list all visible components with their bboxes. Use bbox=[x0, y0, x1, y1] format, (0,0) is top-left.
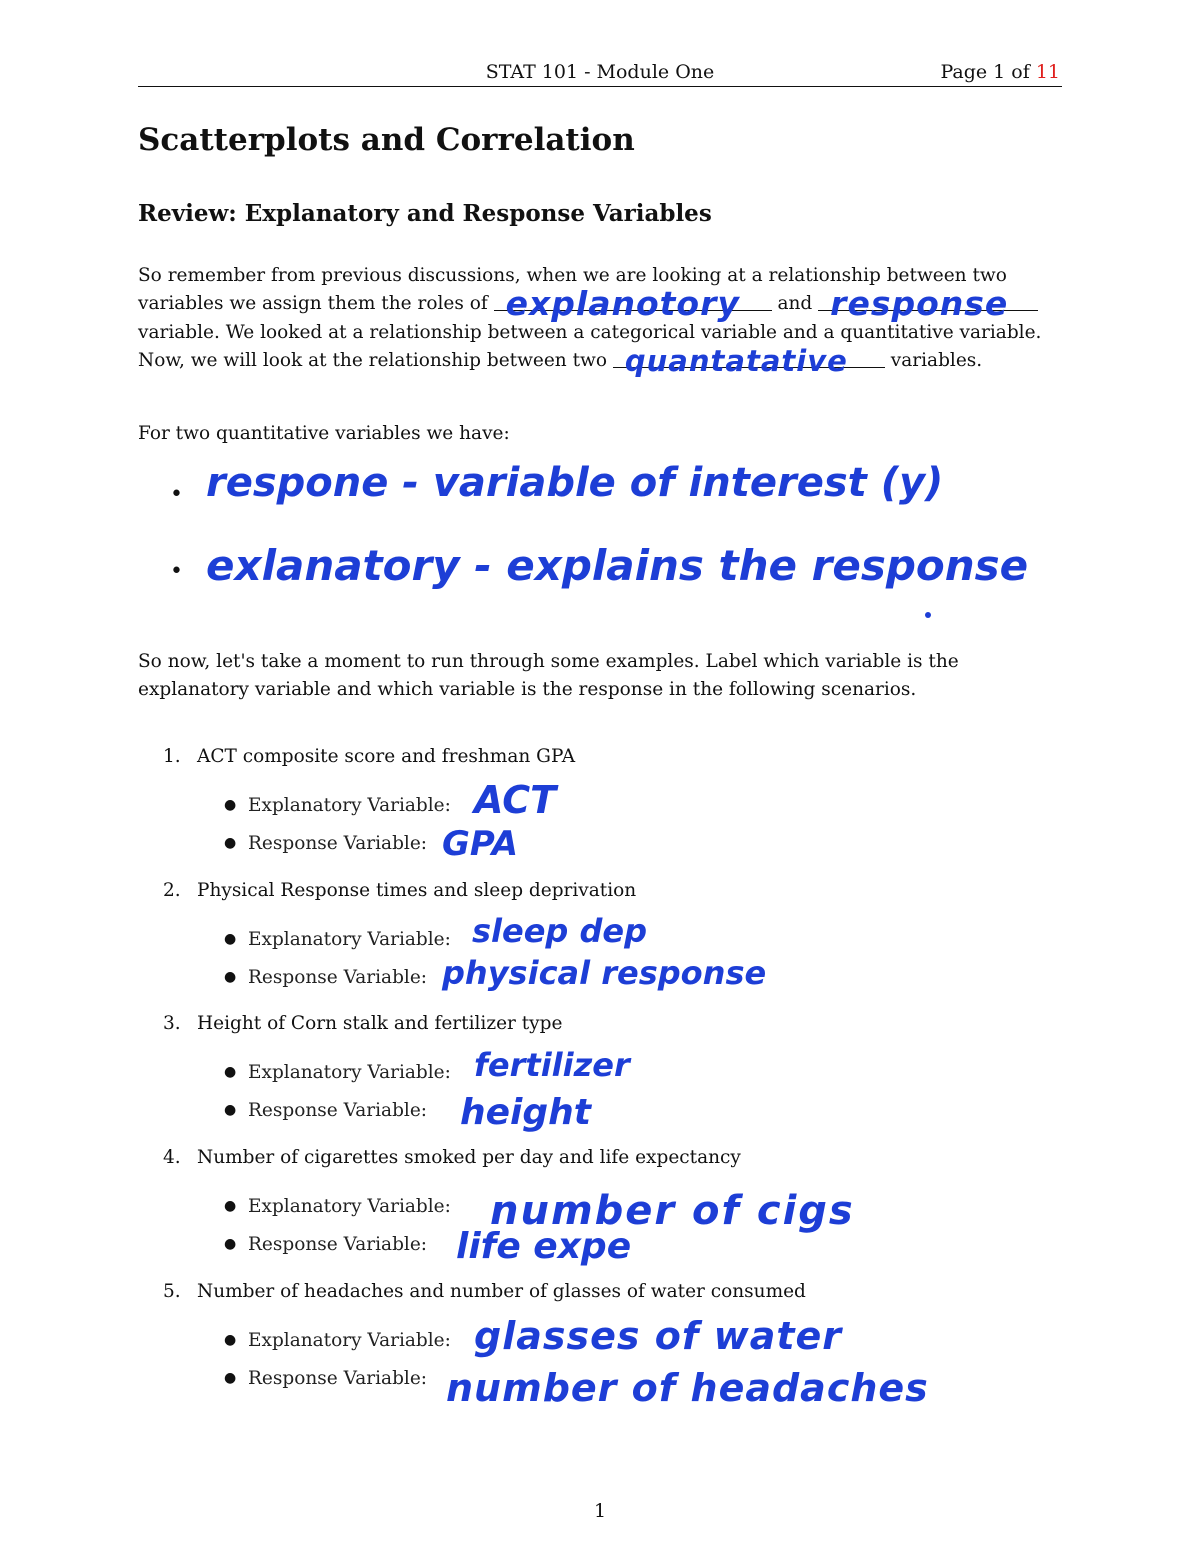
section-title: Scatterplots and Correlation bbox=[138, 122, 635, 158]
handwritten-note: respone - variable of interest (y) bbox=[206, 460, 944, 506]
explanatory-row-2 bbox=[224, 926, 451, 953]
scenario-5 bbox=[163, 1279, 806, 1305]
handwritten-answer: quantatative bbox=[624, 343, 848, 378]
scenario-text: Height of Corn stalk and fertilizer type bbox=[197, 1013, 563, 1034]
explanatory-label: Explanatory Variable: bbox=[248, 795, 451, 816]
response-row-5 bbox=[224, 1365, 427, 1392]
scenario-text: Number of headaches and number of glasses of water consumed bbox=[197, 1281, 806, 1302]
explanatory-row-1 bbox=[224, 792, 451, 819]
bullet-dot: • bbox=[170, 482, 183, 507]
scenario-2 bbox=[163, 878, 636, 904]
explanatory-answer-5: glasses of water bbox=[474, 1314, 843, 1358]
response-row-1 bbox=[224, 830, 427, 857]
fill-blank-2 bbox=[818, 284, 1038, 323]
explanatory-label: Explanatory Variable: bbox=[248, 1196, 451, 1217]
intro-text-2: variable. We looked at a relationship between a categorical variable and a quantitative variable. Now, we will look at the relationship between two bbox=[138, 321, 1042, 372]
bullet-dot: ● bbox=[224, 1198, 237, 1214]
handwritten-answer: explanotory bbox=[505, 284, 740, 323]
course-title: STAT 101 - Module One bbox=[485, 61, 715, 83]
page-indicator bbox=[940, 58, 1060, 86]
page-number-footer: 1 bbox=[593, 1500, 607, 1522]
response-row-4 bbox=[224, 1231, 427, 1258]
bullet-dot: ● bbox=[224, 797, 237, 813]
bullet-dot: ● bbox=[224, 1332, 237, 1348]
response-row-3 bbox=[224, 1097, 427, 1124]
response-answer-2: physical response bbox=[442, 954, 767, 992]
page-total: 11 bbox=[1035, 61, 1060, 83]
bullet-dot: ● bbox=[224, 1102, 237, 1118]
intro-text-3: variables. bbox=[890, 350, 983, 372]
explanatory-row-5 bbox=[224, 1327, 451, 1354]
explanatory-answer-1: ACT bbox=[474, 778, 557, 822]
bullet-dot: ● bbox=[224, 931, 237, 947]
scenario-number: 3. bbox=[163, 1013, 181, 1034]
bullet-dot: ● bbox=[224, 1370, 237, 1386]
response-label: Response Variable: bbox=[248, 1100, 428, 1121]
scenario-text: ACT composite score and freshman GPA bbox=[197, 746, 576, 767]
fill-blank-1 bbox=[494, 284, 772, 323]
bullet-dot: ● bbox=[224, 835, 237, 851]
explanatory-row-4 bbox=[224, 1193, 451, 1220]
scenario-number: 1. bbox=[163, 746, 181, 767]
page-prefix: Page 1 of bbox=[940, 61, 1030, 83]
scenario-number: 2. bbox=[163, 880, 181, 901]
explanatory-answer-4: number of cigs bbox=[490, 1188, 855, 1234]
scenario-text: Number of cigarettes smoked per day and life expectancy bbox=[197, 1147, 741, 1168]
ink-dot bbox=[925, 612, 931, 618]
bullet-dot: ● bbox=[224, 1064, 237, 1080]
response-row-2 bbox=[224, 964, 427, 991]
scenario-1 bbox=[163, 744, 575, 770]
bullet-dot: ● bbox=[224, 969, 237, 985]
scenario-text: Physical Response times and sleep deprivation bbox=[197, 880, 637, 901]
explanatory-label: Explanatory Variable: bbox=[248, 1330, 451, 1351]
handwritten-note: exlanatory - explains the response bbox=[206, 541, 1029, 590]
scenario-4 bbox=[163, 1145, 741, 1171]
response-label: Response Variable: bbox=[248, 967, 428, 988]
scenario-number: 5. bbox=[163, 1281, 181, 1302]
explanatory-row-3 bbox=[224, 1059, 451, 1086]
handwritten-answer: response bbox=[830, 284, 1009, 323]
response-label: Response Variable: bbox=[248, 1368, 428, 1389]
running-header bbox=[138, 56, 1062, 87]
explanatory-label: Explanatory Variable: bbox=[248, 929, 451, 950]
scenario-number: 4. bbox=[163, 1147, 181, 1168]
response-label: Response Variable: bbox=[248, 1234, 428, 1255]
response-answer-1: GPA bbox=[442, 824, 519, 864]
explanatory-label: Explanatory Variable: bbox=[248, 1062, 451, 1083]
response-answer-5: number of headaches bbox=[446, 1366, 929, 1410]
bullet-dot: ● bbox=[224, 1236, 237, 1252]
explanatory-answer-3: fertilizer bbox=[474, 1046, 630, 1084]
response-label: Response Variable: bbox=[248, 833, 428, 854]
response-answer-3: height bbox=[460, 1092, 591, 1133]
fill-blank-3 bbox=[613, 343, 885, 378]
scenario-3 bbox=[163, 1011, 562, 1037]
intro-paragraph bbox=[138, 262, 1062, 376]
for-two-text: For two quantitative variables we have: bbox=[138, 423, 510, 444]
examples-intro: So now, let's take a moment to run through some examples. Label which variable is the explanatory variable and which variable is the response in the following scenarios. bbox=[138, 651, 959, 701]
bullet-dot: • bbox=[170, 559, 183, 584]
explanatory-answer-2: sleep dep bbox=[472, 912, 647, 950]
intro-text-1: So remember from previous discussions, when we are looking at a relationship between two variables we assign them the roles of bbox=[138, 265, 1007, 315]
and-text: and bbox=[777, 293, 813, 315]
subsection-title: Review: Explanatory and Response Variables bbox=[138, 200, 712, 227]
response-answer-4: life expe bbox=[456, 1226, 632, 1267]
